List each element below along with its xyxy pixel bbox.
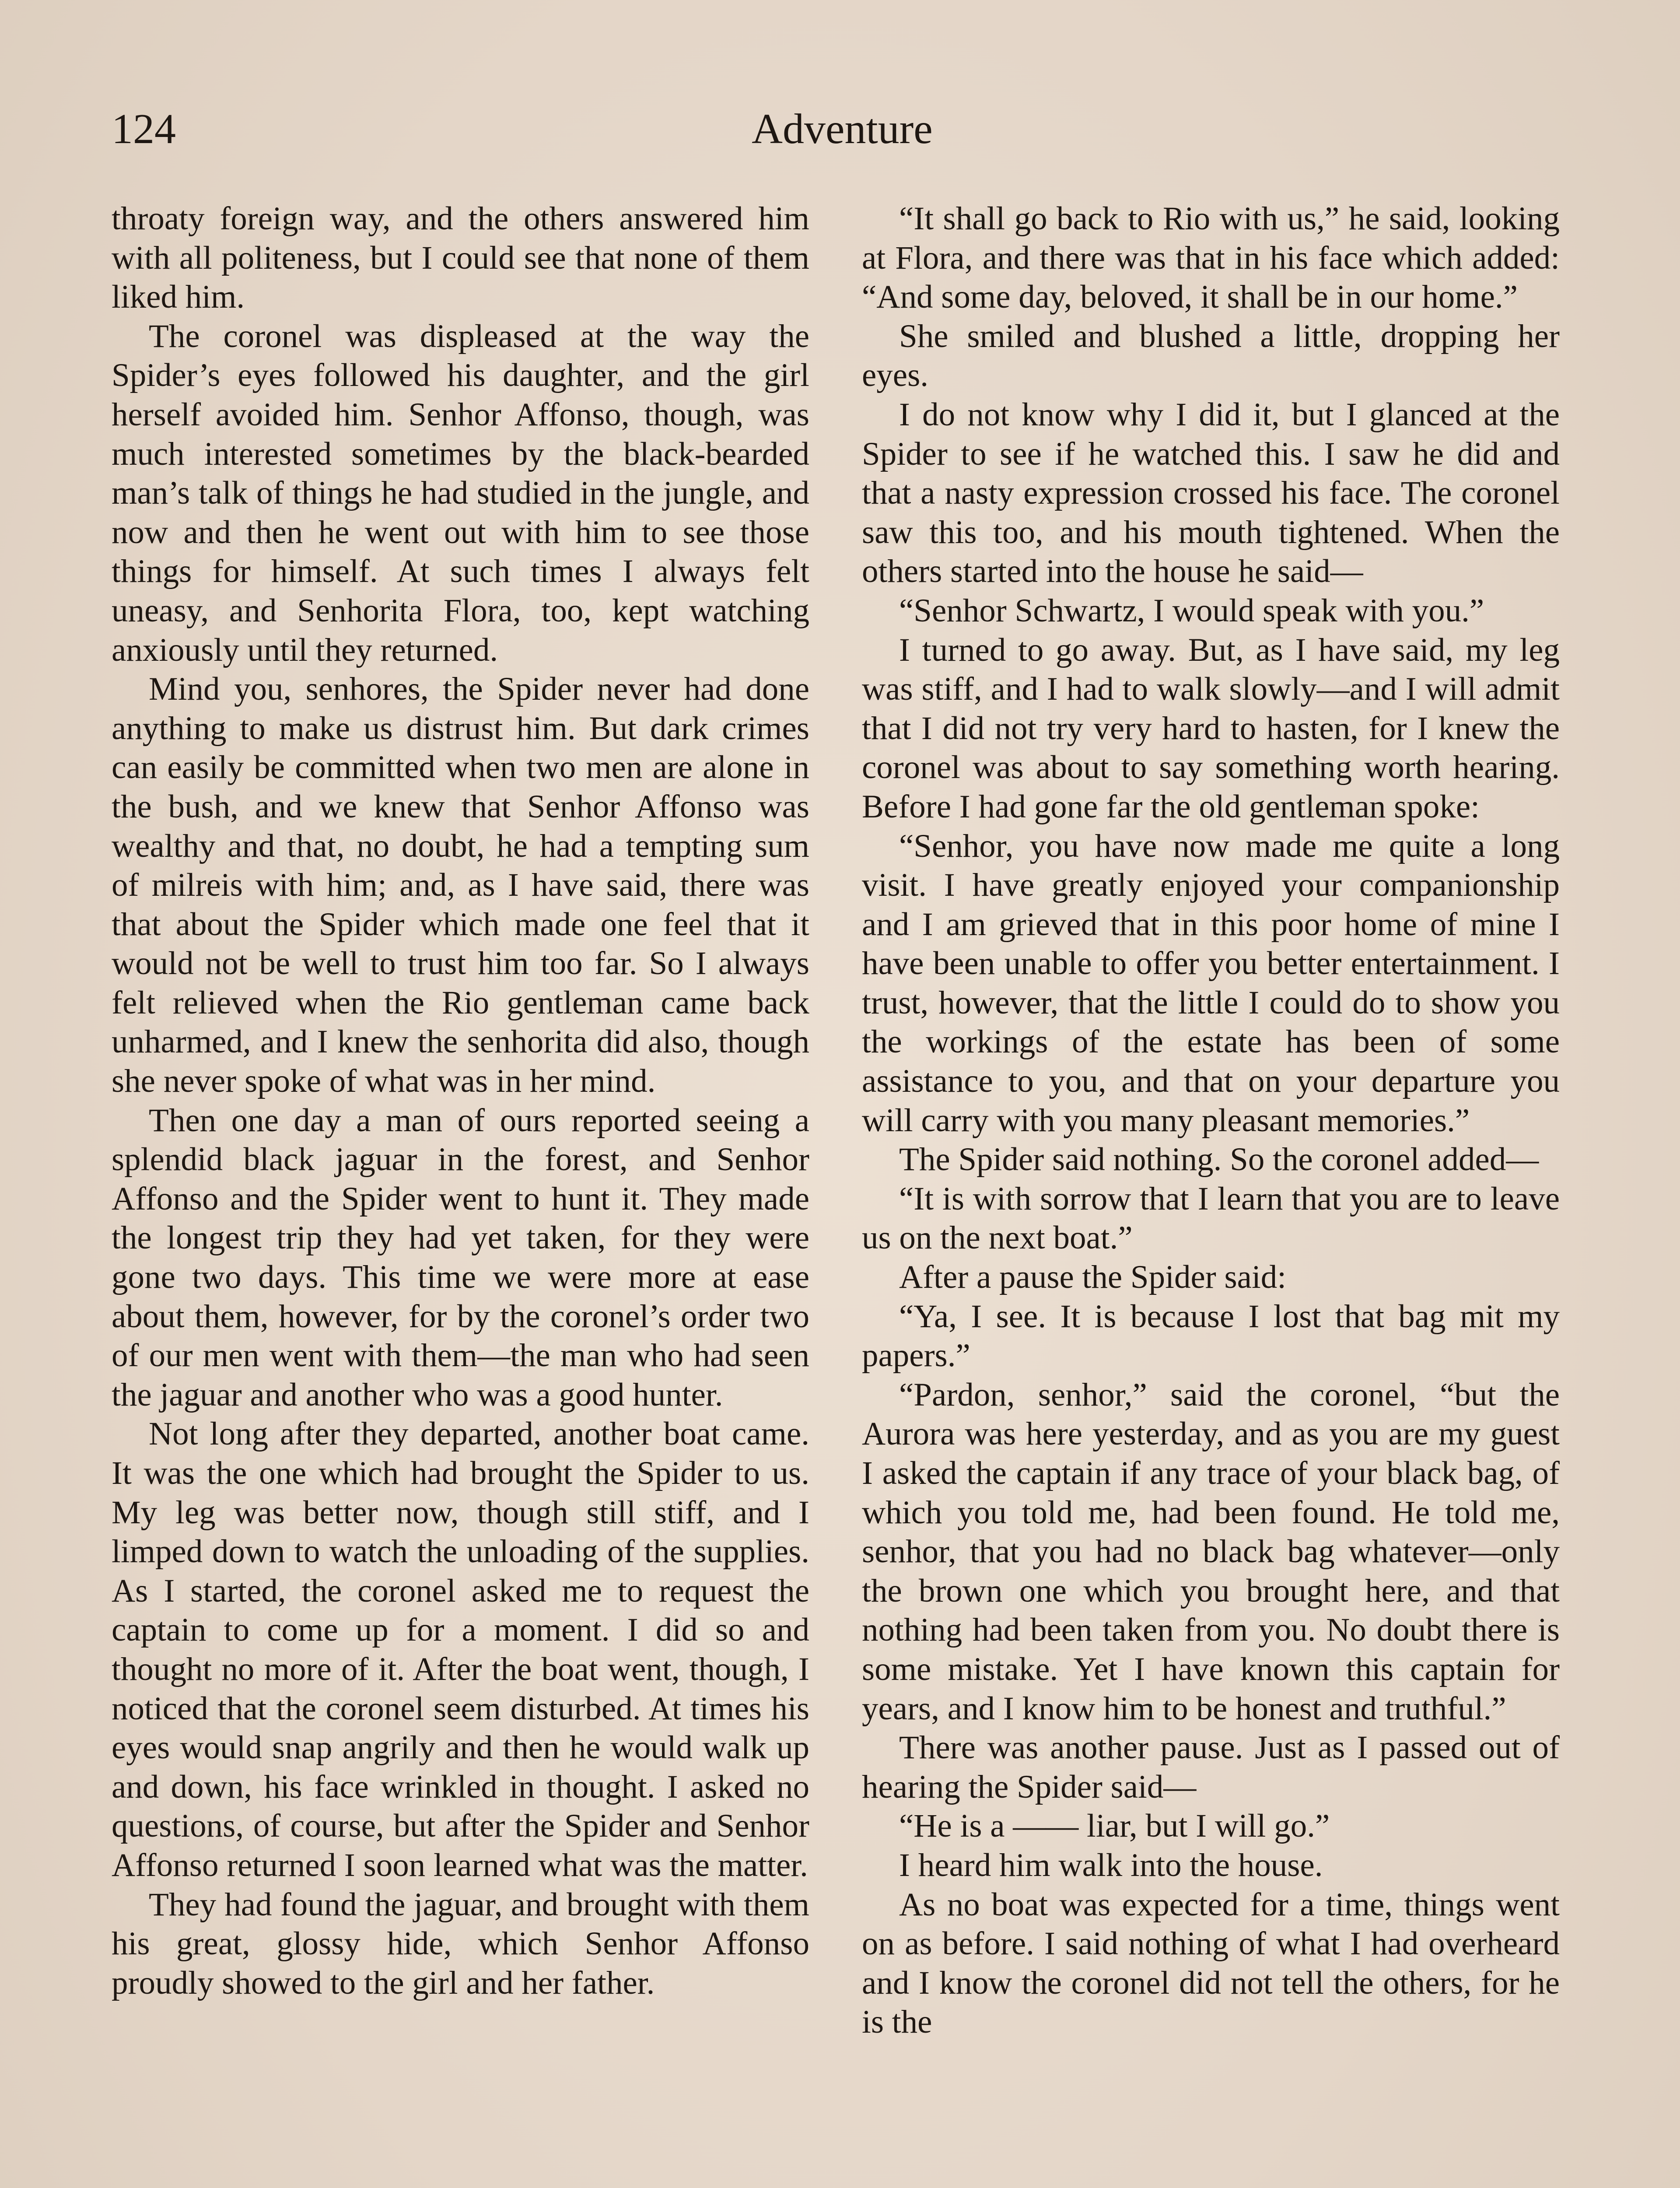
- running-head-title: Adventure: [752, 105, 933, 153]
- paragraph: “It is with sorrow that I learn that you are to leave us on the next boat.”: [862, 1180, 1560, 1256]
- paragraph: Not long after they departed, another boat came. It was the one which had brought the Spider to us. My leg was better now, though still stiff, and I limped down to watch the unloading of the supplies. As I started, the coronel asked me to request the captain to come up for a moment. I did so and thought no more of it. After the boat went, though, I noticed that the coronel seem disturbed. At times his eyes would snap angrily and then he would walk up and down, his face wrinkled in thought. I asked no questions, of course, but after the Spider and Senhor Affonso returned I soon learned what was the matter.: [112, 1416, 809, 1883]
- paragraph: “Pardon, senhor,” said the coronel, “but the Aurora was here yesterday, and as you are my guest I asked the captain if any trace of your black bag, of which you told me, had been found. He told me, senhor, that you had no black bag whatever—only the brown one which you brought here, and that nothing had been taken from you. No doubt there is some mistake. Yet I have known this captain for years, and I know him to be honest and truthful.”: [862, 1376, 1560, 1727]
- paragraph: The coronel was displeased at the way the Spider’s eyes followed his daughter, and the girl herself avoided him. Senhor Affonso, though, was much interested sometimes by the black-bearded man’s talk of things he had studied in the jungle, and now and then he went out with him to see those things for himself. At such times I always felt uneasy, and Senhorita Flora, too, kept watching anxiously until they returned.: [112, 318, 809, 668]
- paragraph: The Spider said nothing. So the coronel added—: [899, 1141, 1539, 1178]
- paragraph: “It shall go back to Rio with us,” he said, looking at Flora, and there was that in his face which added: “And some day, beloved, it shall be in our home.”: [862, 200, 1560, 316]
- paragraph: I turned to go away. But, as I have said, my leg was stiff, and I had to walk slowly—and I will admit that I did not try very hard to hasten, for I knew the coronel was about to say something worth hearing. Before I had gone far the old gentleman spoke:: [862, 631, 1560, 825]
- paragraph: I heard him walk into the house.: [899, 1847, 1323, 1883]
- paragraph: Mind you, senhores, the Spider never had done anything to make us distrust him. But dark crimes can easily be committed when two men are alone in the bush, and we knew that Senhor Affonso was wealthy and that, no doubt, he had a tempting sum of milreis with him; and, as I have said, there was that about the Spider which made one feel that it would not be well to trust him too far. So I always felt relieved when the Rio gentleman came back unharmed, and I knew the senhorita did also, though she never spoke of what was in her mind.: [112, 671, 809, 1100]
- left-column: [112, 199, 809, 2002]
- paragraph: “He is a —— liar, but I will go.”: [899, 1808, 1330, 1844]
- paragraph: throaty foreign way, and the others answered him with all politeness, but I could see that none of them liked him.: [112, 200, 809, 316]
- paragraph: As no boat was expected for a time, things went on as before. I said nothing of what I had overheard and I know the coronel did not tell the others, for he is the: [862, 1886, 1560, 2041]
- paragraph: “Senhor Schwartz, I would speak with you.”: [899, 592, 1484, 629]
- page-header: [112, 103, 1573, 173]
- page-number: 124: [112, 105, 176, 153]
- paragraph: “Senhor, you have now made me quite a long visit. I have greatly enjoyed your companionship and I am grieved that in this poor home of mine I have been unable to offer you better entertainment. I trust, however, that the little I could do to show you the workings of the estate has been of some assistance to you, and that on your departure you will carry with you many pleasant memories.”: [862, 828, 1560, 1139]
- right-column: [862, 199, 1560, 2042]
- paragraph: There was another pause. Just as I passed out of hearing the Spider said—: [862, 1729, 1560, 1805]
- paragraph: After a pause the Spider said:: [899, 1259, 1287, 1296]
- paragraph: She smiled and blushed a little, dropping her eyes.: [862, 318, 1560, 394]
- paragraph: Then one day a man of ours reported seeing a splendid black jaguar in the forest, and Senhor Affonso and the Spider went to hunt it. They made the longest trip they had yet taken, for they were gone two days. This time we were more at ease about them, however, for by the coronel’s order two of our men went with them—the man who had seen the jaguar and another who was a good hunter.: [112, 1102, 809, 1413]
- paragraph: They had found the jaguar, and brought with them his great, glossy hide, which Senhor Affonso proudly showed to the girl and her father.: [112, 1886, 809, 2001]
- paragraph: I do not know why I did it, but I glanced at the Spider to see if he watched this. I saw he did and that a nasty expression crossed his face. The coronel saw this too, and his mouth tightened. When the others started into the house he said—: [862, 396, 1560, 590]
- paragraph: “Ya, I see. It is because I lost that bag mit my papers.”: [862, 1298, 1560, 1374]
